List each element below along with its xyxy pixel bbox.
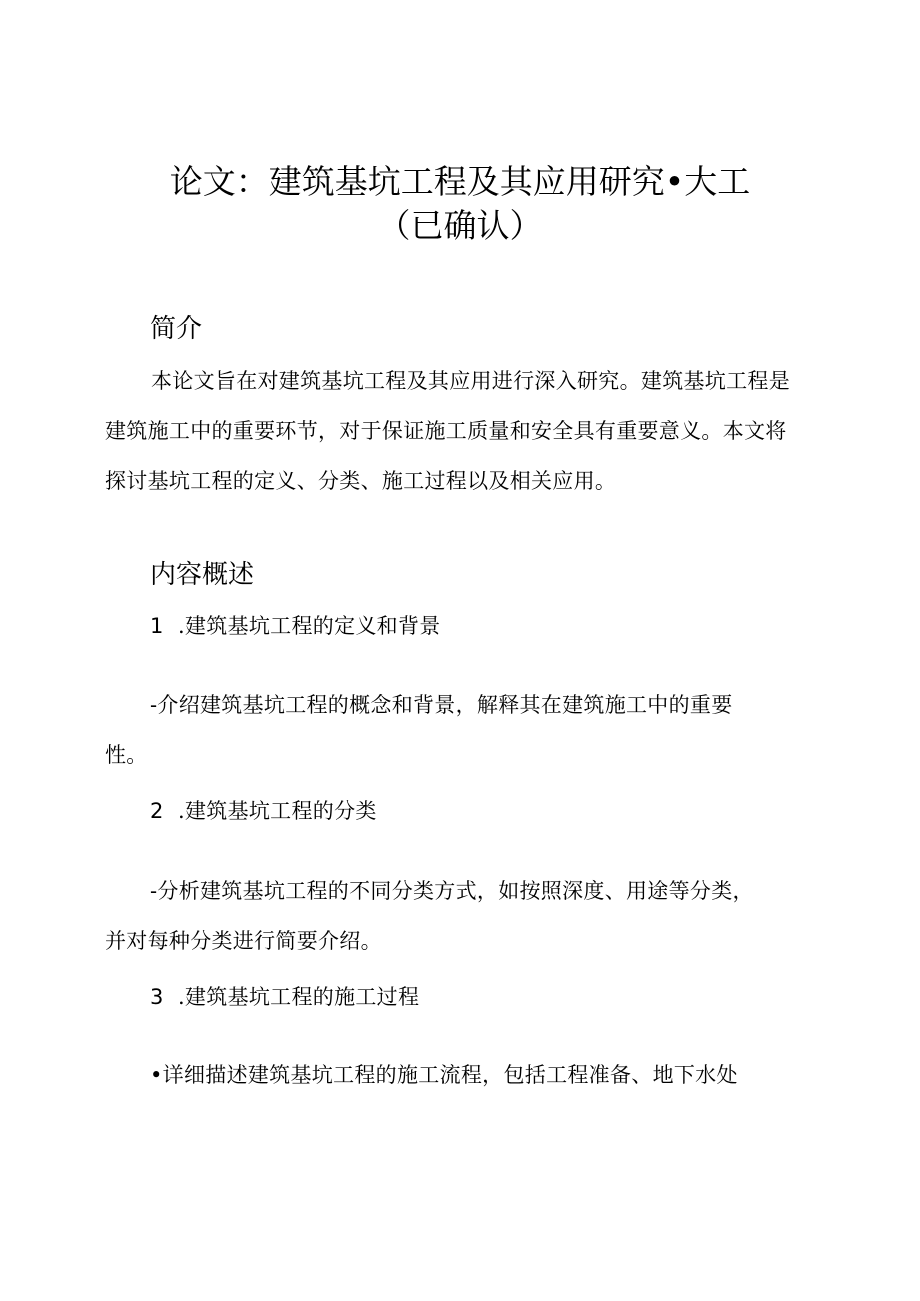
overview-item-2-title <box>150 796 377 826</box>
overview-item-1-desc-line-2: 性。 <box>105 743 148 767</box>
overview-item-2-desc-line-1: -分析建筑基坑工程的不同分类方式，如按照深度、用途等分类， <box>150 879 754 903</box>
intro-heading: 简介 <box>150 314 203 344</box>
overview-item-3-desc-line-1: •详细描述建筑基坑工程的施工流程，包括工程准备、地下水处 <box>150 1063 738 1087</box>
overview-item-3-title <box>150 982 419 1012</box>
item-number: 1 <box>150 614 164 638</box>
intro-paragraph: 本论文旨在对建筑基坑工程及其应用进行深入研究。建筑基坑工程是建筑施工中的重要环节，对于保证施工质量和安全具有重要意义。本文将探讨基坑工程的定义、分类、施工过程以及相关应用。 <box>105 369 790 493</box>
overview-item-2-desc-line-2: 并对每种分类进行简要介绍。 <box>105 929 382 953</box>
item-title-text: .建筑基坑工程的施工过程 <box>178 985 420 1009</box>
item-title-text: .建筑基坑工程的定义和背景 <box>178 614 441 638</box>
item-number: 2 <box>150 799 164 823</box>
title-line-2: （已确认） <box>377 206 543 245</box>
title-line-1: 论文：建筑基坑工程及其应用研究•大工 <box>169 162 751 201</box>
overview-item-1-title <box>150 611 441 641</box>
item-number: 3 <box>150 985 164 1009</box>
overview-heading: 内容概述 <box>150 560 255 590</box>
overview-item-1-desc-line-1: -介绍建筑基坑工程的概念和背景，解释其在建筑施工中的重要 <box>150 693 733 717</box>
document-title <box>60 160 860 248</box>
item-title-text: .建筑基坑工程的分类 <box>178 799 377 823</box>
